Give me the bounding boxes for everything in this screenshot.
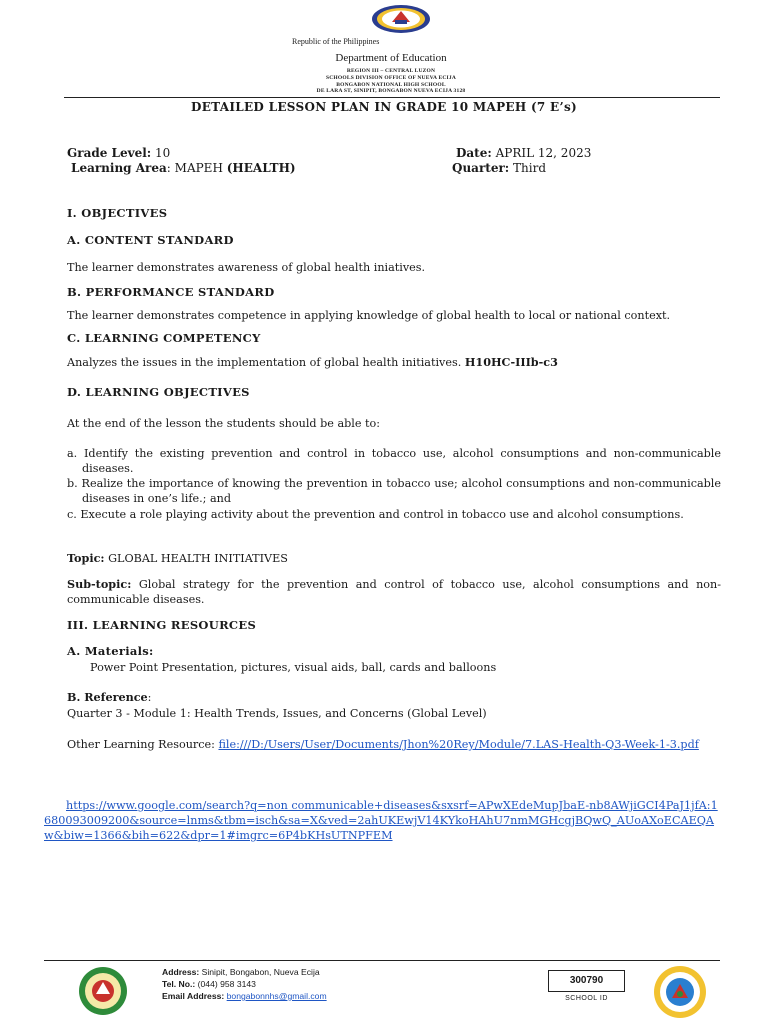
learning-area-subject: (HEALTH): [226, 161, 296, 175]
footer-address: [162, 966, 320, 978]
other-resource-label: Other Learning Resource:: [67, 738, 219, 751]
learning-competency-heading: C. LEARNING COMPETENCY: [67, 331, 261, 345]
school-logo: [78, 966, 128, 1016]
department-name: Department of Education: [335, 52, 447, 64]
school-name: BONGABON NATIONAL HIGH SCHOOL: [336, 82, 446, 88]
address-label: Address:: [162, 967, 200, 977]
grade-level-value: 10: [151, 146, 171, 160]
performance-standard-heading: B. PERFORMANCE STANDARD: [67, 285, 275, 299]
content-standard-heading: A. CONTENT STANDARD: [67, 233, 234, 247]
date: [456, 146, 591, 161]
competency-code: H10HC-IIIb-c3: [464, 355, 558, 369]
competency-description: Analyzes the issues in the implementation of global health initiatives.: [67, 356, 465, 369]
topic: [67, 551, 721, 566]
school-address: DE LARA ST, SINIPIT, BONGABON NUEVA ECIJA 3128: [316, 88, 466, 94]
topic-label: Topic:: [67, 551, 105, 565]
sub-topic-value: Global strategy for the prevention and control of tobacco use, alcohol consumptions and non-communicable diseases.: [67, 578, 721, 606]
footer-email: [162, 990, 327, 1002]
grade-level-label: Grade Level:: [67, 146, 152, 160]
reference-heading-line: [67, 690, 721, 705]
objectives-heading: I. OBJECTIVES: [67, 206, 168, 220]
quarter-label: Quarter:: [452, 161, 510, 175]
objective-item-a: a. Identify the existing prevention and control in tobacco use, alcohol consumptions and non-communicable diseases.: [67, 447, 721, 475]
date-value: APRIL 12, 2023: [491, 146, 592, 160]
objective-item-c: c. Execute a role playing activity about the prevention and control in tobacco use and alcohol consumptions.: [67, 508, 684, 521]
materials-heading: A. Materials:: [67, 644, 154, 658]
learning-objectives-intro: At the end of the lesson the students should be able to:: [67, 417, 381, 430]
footer-tel: [162, 978, 256, 990]
learning-area-label: Learning Area: [71, 161, 167, 175]
learning-competency-text: [67, 355, 721, 370]
school-id-label: SCHOOL ID: [565, 995, 608, 1002]
tel-value: (044) 958 3143: [195, 979, 256, 989]
quarter-value: Third: [509, 161, 547, 175]
materials-text: Power Point Presentation, pictures, visual aids, ball, cards and balloons: [90, 661, 497, 674]
google-resource: [44, 798, 720, 843]
learning-area: [71, 161, 296, 176]
address-value: Sinipit, Bongabon, Nueva Ecija: [199, 967, 320, 977]
division-text: SCHOOLS DIVISION OFFICE OF NUEVA ECIJA: [326, 75, 456, 81]
header-divider: [64, 97, 720, 98]
document-title: DETAILED LESSON PLAN IN GRADE 10 MAPEH (7 E’s): [190, 100, 578, 114]
objective-item-b: b. Realize the importance of knowing the prevention in tobacco use; alcohol consumptions and non-communicable diseases in one’s life.; and: [67, 477, 721, 505]
performance-standard-text: The learner demonstrates competence in applying knowledge of global health to local or national context.: [67, 309, 671, 322]
reference-heading: B. Reference: [67, 690, 148, 704]
content-standard-text: The learner demonstrates awareness of global health iniatives.: [67, 261, 426, 274]
footer-divider: [44, 960, 720, 961]
learning-objectives-heading: D. LEARNING OBJECTIVES: [67, 385, 250, 399]
republic-text: Republic of the Philippines: [292, 37, 380, 46]
learning-area-value: : MAPEH: [166, 161, 227, 175]
email-label: Email Address:: [162, 991, 225, 1001]
other-resource: [67, 737, 721, 752]
learning-resources-heading: III. LEARNING RESOURCES: [67, 618, 257, 632]
reference-colon: :: [147, 691, 152, 704]
email-link[interactable]: bongabonnhs@gmail.com: [226, 991, 327, 1001]
tel-label: Tel. No.:: [162, 979, 196, 989]
topic-value: GLOBAL HEALTH INITIATIVES: [104, 552, 288, 565]
other-resource-link[interactable]: file:///D:/Users/User/Documents/Jhon%20Rey/Module/7.LAS-Health-Q3-Week-1-3.pdf: [218, 738, 699, 751]
region-text: REGION III – CENTRAL LUZON: [346, 68, 436, 74]
quarter: [452, 161, 546, 176]
reference-text: Quarter 3 - Module 1: Health Trends, Issues, and Concerns (Global Level): [67, 707, 487, 720]
grade-level: [67, 146, 170, 161]
date-label: Date:: [456, 146, 492, 160]
sub-topic: [67, 577, 721, 607]
division-logo: [652, 964, 708, 1020]
google-resource-link[interactable]: https://www.google.com/search?q=non communicable+diseases&sxsrf=APwXEdeMupJbaE-nb8AWjiGCI4PaJ1jfA:1680093009200&source=lnms&tbm=isch&sa=X&ved=2ahUKEwjV14KYkoHAhU7nmMGHcgjBQwQ_AUoAXoECAEQAw&biw=1366&bih=622&dpr=1#imgrc=6P4bKHsUTNPFEM: [44, 799, 718, 842]
school-id-box: 300790: [548, 970, 625, 992]
deped-seal-logo: [370, 4, 432, 34]
sub-topic-label: Sub-topic:: [67, 577, 132, 591]
